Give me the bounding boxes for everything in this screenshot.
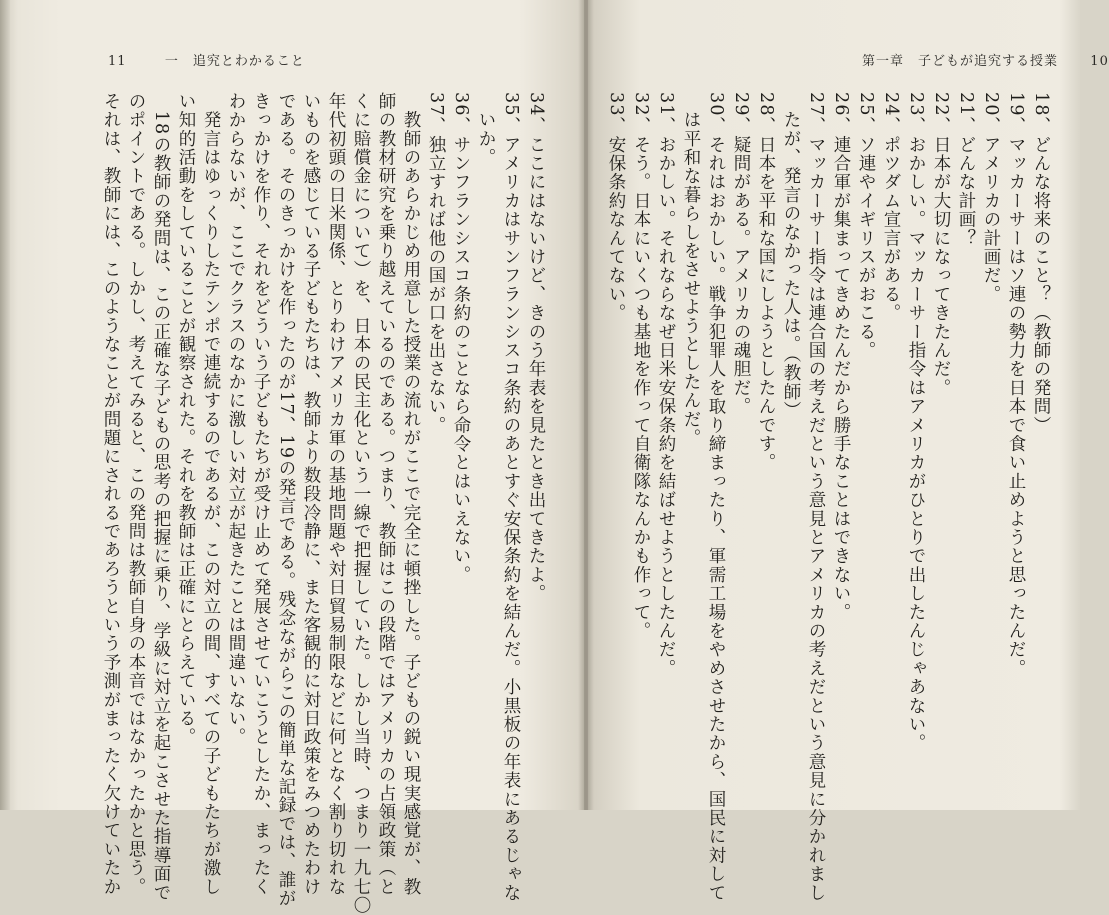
left-line: いか。 bbox=[476, 92, 496, 167]
right-line: 30、それはおかしい。戦争犯罪人を取り締まったり、軍需工場をやめさせたから、国民に対して bbox=[706, 92, 726, 903]
right-running-head: 第一章 子どもが追究する授業 bbox=[862, 54, 1059, 69]
book-spine bbox=[584, 0, 588, 810]
right-line: 25、ソ連やイギリスがおこる。 bbox=[856, 92, 876, 360]
left-line: 教師のあらかじめ用意した授業の流れがここで完全に頓挫した。子どもの鋭い現実感覚が、教 bbox=[401, 92, 421, 897]
left-line: 35、アメリカはサンフランシスコ条約のあとすぐ安保条約を結んだ。小黒板の年表にあるじゃな bbox=[501, 92, 521, 903]
left-running-head: 一 追究とわかること bbox=[164, 54, 305, 69]
left-line: である。そのきっかけを作ったのが17、19の発言である。残念ながらこの簡単な記録では、誰が bbox=[276, 92, 296, 909]
left-page-number: 11 bbox=[108, 54, 127, 69]
left-line: くに賠償金について）を、日本の民主化という一線で把握していた。しかし当時、つまり一九七〇 bbox=[351, 92, 371, 915]
left-line: 36、サンフランシスコ条約のことなら命令とはいえない。 bbox=[451, 92, 471, 585]
right-line: 22、日本が大切になってきたんだ。 bbox=[931, 92, 951, 398]
right-line: 26、連合軍が集まってきめたんだから勝手なことはできない。 bbox=[831, 92, 851, 622]
left-header bbox=[108, 50, 305, 69]
right-header bbox=[862, 50, 1109, 69]
right-line: 20、アメリカの計画だ。 bbox=[981, 92, 1001, 304]
left-line: 34、ここにはないけど、きのう年表を見たとき出てきたよ。 bbox=[526, 92, 546, 603]
left-line: 師の教材研究を乗り越えているのである。つまり、教師はこの段階ではアメリカの占領政策（と bbox=[376, 92, 396, 897]
right-page-number: 10 bbox=[1090, 54, 1109, 69]
right-line: 23、おかしい。マッカーサー指令はアメリカがひとりで出したんじゃあない。 bbox=[906, 92, 926, 753]
right-line: は平和な暮らしをさせようとしたんだ。 bbox=[681, 92, 701, 448]
left-line: いものを感じている子どもたちは、教師より数段冷静に、また客観的に対日政策をみつめたわけ bbox=[301, 92, 321, 897]
right-line: 33、安保条約なんてない。 bbox=[606, 92, 626, 323]
right-line: たが、発言のなかった人は。（教師） bbox=[781, 92, 801, 420]
right-line: 24、ポツダム宣言がある。 bbox=[881, 92, 901, 323]
left-line: 年代初頭の日米関係、とりわけアメリカ軍の基地問題や対日貿易制限などに何となく割り切れな bbox=[326, 92, 346, 897]
right-line: 31、おかしい。それならなぜ日米安保条約を結ばせようとしたんだ。 bbox=[656, 92, 676, 678]
right-line: 27、マッカーサー指令は連合国の考えだという意見とアメリカの考えだという意見に分かれまし bbox=[806, 92, 826, 903]
left-line: 37、独立すれば他の国が口を出さない。 bbox=[426, 92, 446, 435]
right-line: 32、そう。日本にいくつも基地を作って自衛隊なんかも作って。 bbox=[631, 92, 651, 641]
page-edge bbox=[0, 0, 10, 810]
right-line: 29、疑問がある。アメリカの魂胆だ。 bbox=[731, 92, 751, 416]
left-line: わからないが、ここでクラスのなかに激しい対立が起きたことは間違いない。 bbox=[226, 92, 246, 747]
left-line: それは、教師には、このようなことが問題にされるであろうという予測がまったく欠けていたか bbox=[101, 92, 121, 897]
right-line: 19、マッカーサーはソ連の勢力を日本で食い止めようと思ったんだ。 bbox=[1006, 92, 1026, 678]
left-line: い知的活動をしていることが観察された。それを教師は正確にとらえている。 bbox=[176, 92, 196, 747]
right-line: 18、どんな将来のこと？（教師の発問） bbox=[1031, 92, 1051, 435]
left-line: 発言はゆっくりしたテンポで連続するのであるが、この対立の間、すべての子どもたちが激し bbox=[201, 92, 221, 897]
left-line: のポイントである。しかし、考えてみると、この発問は教師自身の本音ではなかったかと思う。 bbox=[126, 92, 146, 897]
right-line: 28、日本を平和な国にしようとしたんです。 bbox=[756, 92, 776, 472]
left-line: きっかけを作り、それをどういう子どもたちが受け止めて発展させていこうとしたか、まったく bbox=[251, 92, 271, 897]
left-line: 18の教師の発問は、この正確な子どもの思考の把握に乗り、学級に対立を起こさせた指導面で bbox=[151, 92, 171, 903]
right-line: 21、どんな計画？ bbox=[956, 92, 976, 248]
